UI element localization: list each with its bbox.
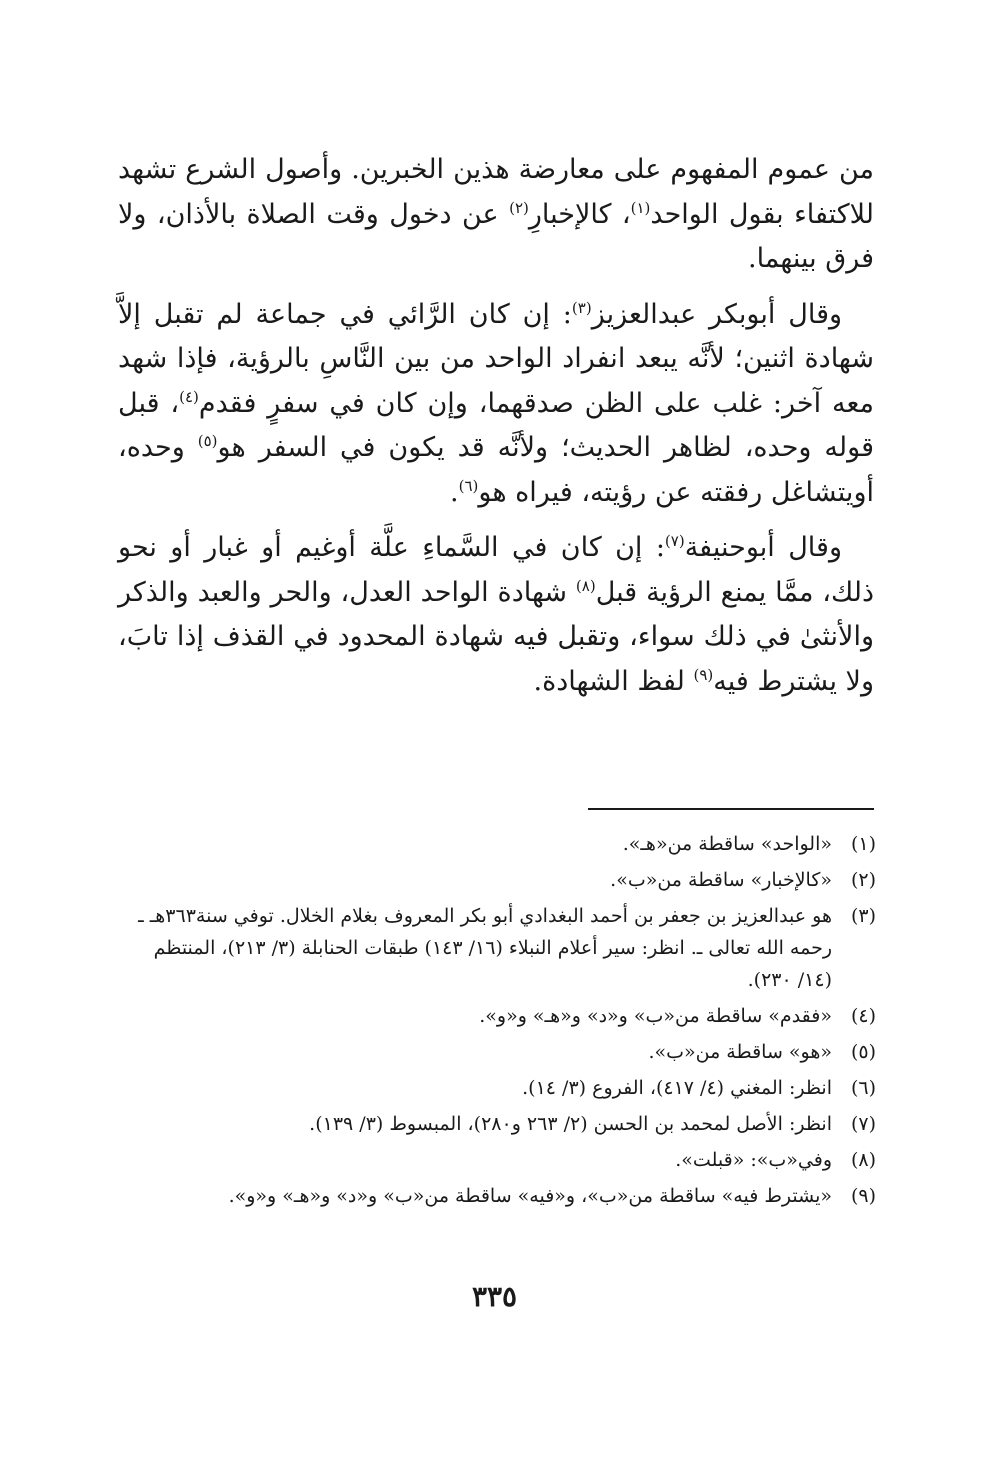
text-run: : إن كان في السَّماءِ علَّة أوغيم أو غبار أو نحو ذلك، ممَّا يمنع الرؤية قبل	[118, 532, 874, 608]
footnote-separator	[588, 808, 874, 810]
paragraph-1	[118, 148, 874, 282]
footnote-text: «الواحد» ساقطة من«هـ».	[622, 833, 832, 855]
text-run: وقال أبوبكر عبدالعزيز	[591, 298, 843, 330]
footnote-item	[120, 1108, 876, 1140]
footnote-number: (٩)	[850, 1185, 876, 1207]
footnote-text: «يشترط فيه» ساقطة من«ب»، و«فيه» ساقطة من«ب» و«د» و«هـ» و«و».	[228, 1185, 832, 1207]
footnote-number: (٥)	[850, 1041, 876, 1063]
footnote-marker: (٤)	[179, 387, 199, 406]
footnote-text: انظر: الأصل لمحمد بن الحسن (٢/ ٢٦٣ و٢٨٠)، المبسوط (٣/ ١٣٩).	[309, 1113, 832, 1135]
text-run: وقال أبوحنيفة	[684, 532, 842, 563]
text-run: لفظ الشهادة.	[533, 665, 694, 697]
footnote-item	[120, 1072, 876, 1104]
footnote-item	[120, 1180, 876, 1212]
footnote-item	[120, 864, 876, 896]
footnote-text: «فقدم» ساقطة من«ب» و«د» و«هـ» و«و».	[479, 1005, 832, 1027]
footnote-text: «كالإخبار» ساقطة من«ب».	[610, 869, 832, 891]
footnote-text: انظر: المغني (٤/ ٤١٧)، الفروع (٣/ ١٤).	[522, 1077, 832, 1099]
paragraph-3	[118, 526, 874, 704]
footnote-item	[120, 1036, 876, 1068]
footnotes-list	[120, 828, 876, 1216]
footnote-number: (٢)	[850, 869, 876, 891]
footnote-item	[120, 1000, 876, 1032]
footnote-item	[120, 1144, 876, 1176]
footnote-text: وفي«ب»: «قبلت».	[675, 1149, 832, 1171]
footnote-marker: (٣)	[571, 298, 592, 317]
footnote-text: «هو» ساقطة من«ب».	[648, 1041, 832, 1063]
text-run: : إن كان الرَّائي في جماعة لم تقبل إلاَّ شهادة اثنين؛ لأنَّه يبعد انفراد الواحد من بين النَّاسِ بالرؤية، فإذا شهد معه آخر: غلب على الظن صدقهما، وإن كان في سفرٍ فقدم	[118, 298, 874, 419]
text-run: شهادة الواحد العدل، والحر والعبد والذكر والأنثىٰ في ذلك سواء، وتقبل فيه شهادة المحدود في القذف إذا تابَ، ولا يشترط فيه	[118, 576, 874, 697]
text-run: عن دخول وقت الصلاة بالأذان، ولا فرق بينهما.	[118, 198, 874, 274]
text-run: من عموم المفهوم على معارضة هذين الخبرين. وأصول الشرع تشهد للاكتفاء بقول الواحد	[118, 154, 874, 230]
footnote-text: هو عبدالعزيز بن جعفر بن أحمد البغدادي أبو بكر المعروف بغلام الخلال. توفي سنة٣٦٣هـ ـ رحمه الله تعالى ـ. انظر: سير أعلام النبلاء (١٦/ ١٤٣) طبقات الحنابلة (٣/ ٢١٣)، المنتظم (١٤/ ٢٣٠).	[138, 905, 832, 991]
footnote-item	[120, 828, 876, 860]
footnote-marker: (٩)	[693, 665, 714, 684]
footnote-number: (١)	[850, 833, 876, 855]
footnote-marker: (٦)	[458, 476, 479, 495]
main-text	[118, 148, 874, 715]
footnote-number: (٣)	[850, 905, 876, 927]
footnote-marker: (١)	[630, 198, 651, 217]
footnote-item	[120, 900, 876, 996]
footnote-number: (٨)	[850, 1149, 876, 1171]
text-run: ، كالإخبارِ	[528, 198, 631, 230]
footnote-number: (٤)	[850, 1005, 876, 1027]
paragraph-2	[118, 293, 874, 516]
text-run: .	[450, 476, 459, 508]
text-run: وحده، أويتشاغل رفقته عن رؤيته، فيراه هو	[118, 432, 874, 508]
page-number: ٣٣٥	[471, 1280, 518, 1313]
footnote-number: (٧)	[850, 1113, 876, 1135]
footnote-marker: (٥)	[197, 432, 218, 450]
footnote-number: (٦)	[850, 1077, 876, 1099]
footnote-marker: (٨)	[575, 576, 596, 595]
footnote-marker: (٢)	[509, 198, 529, 217]
text-run: ، قبل قوله وحده، لظاهر الحديث؛ ولأنَّه قد يكون في السفر هو	[118, 387, 874, 463]
footnote-marker: (٧)	[664, 532, 685, 550]
